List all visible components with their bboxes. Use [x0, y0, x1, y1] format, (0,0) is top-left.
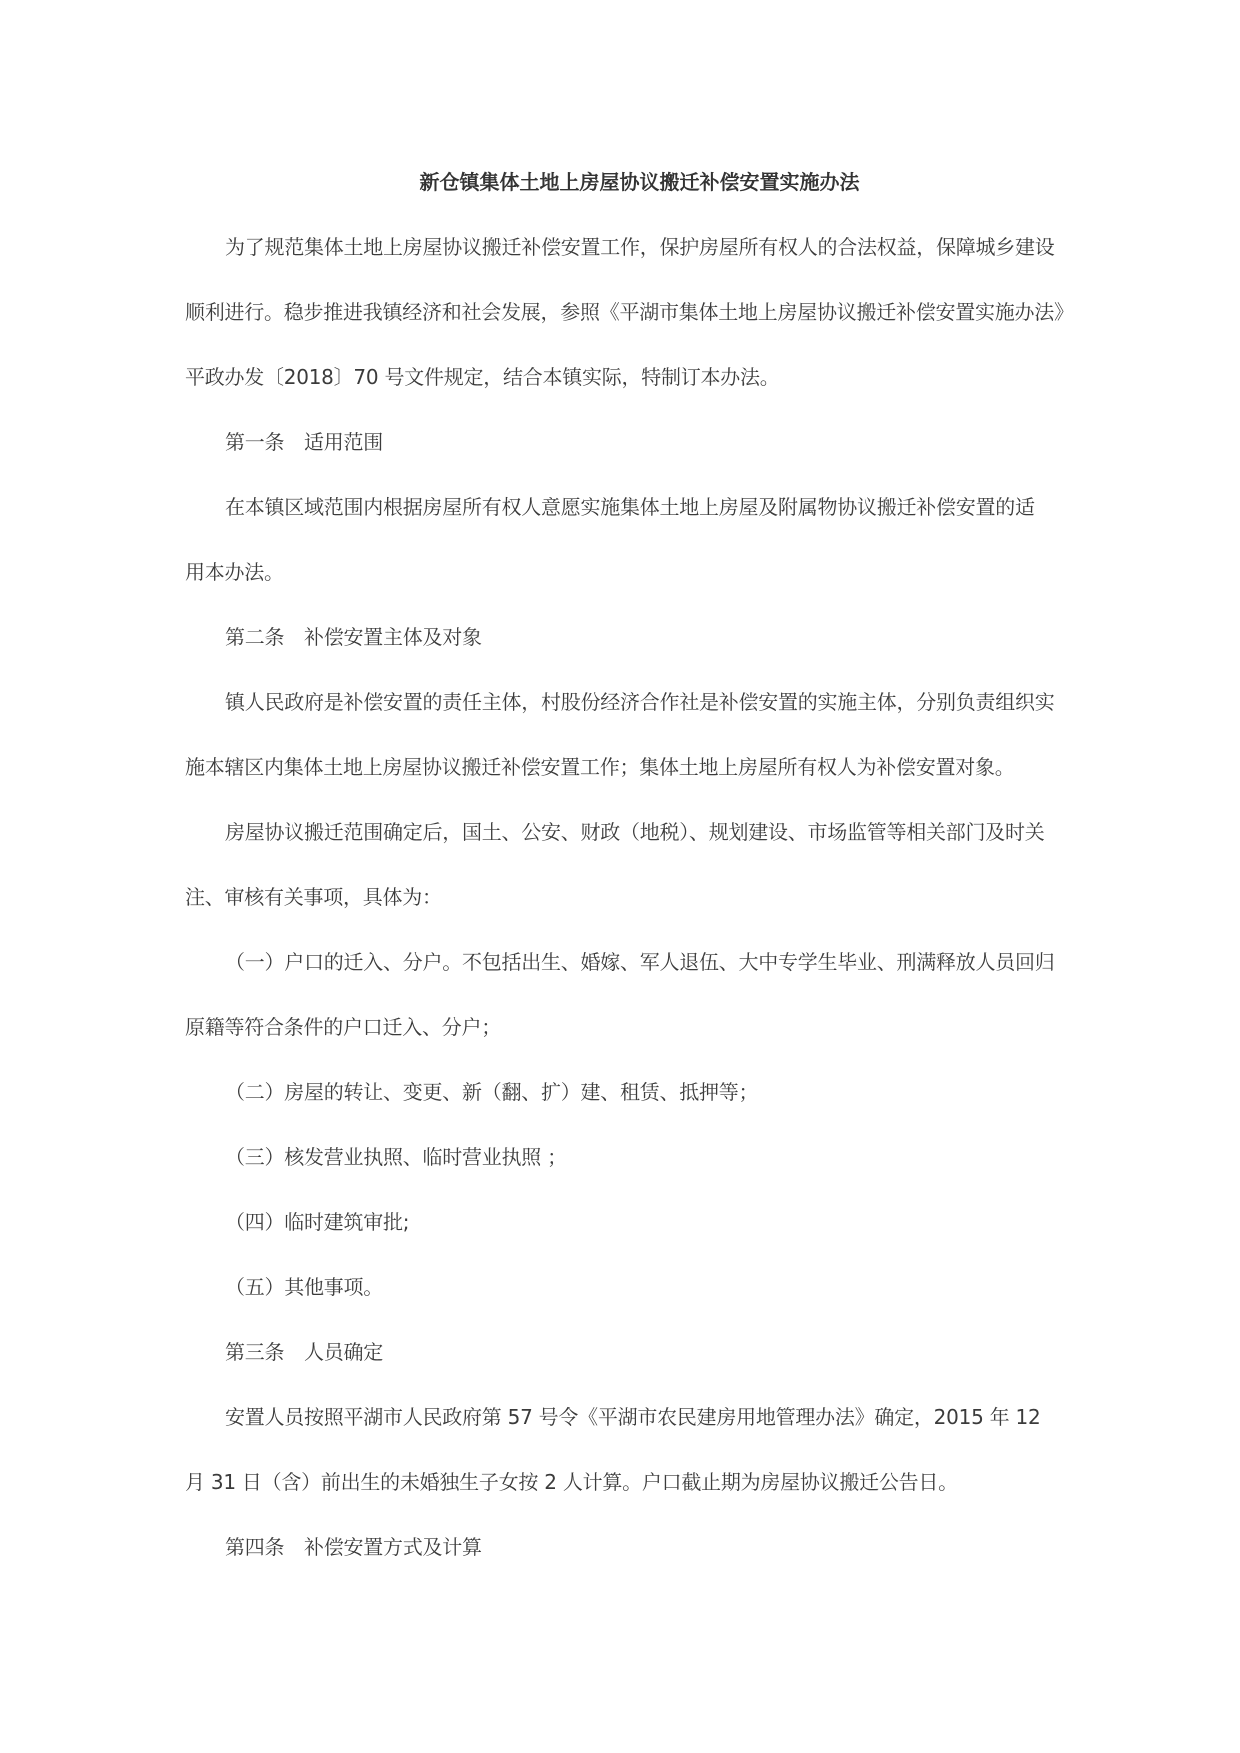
text-line: 注、审核有关事项，具体为：	[185, 885, 442, 909]
text-line: 镇人民政府是补偿安置的责任主体，村股份经济合作社是补偿安置的实施主体，分别负责组织实	[225, 690, 1055, 714]
document-title: 新仓镇集体土地上房屋协议搬迁补偿安置实施办法	[419, 170, 860, 194]
text-line: 第三条 人员确定	[225, 1340, 383, 1364]
text-line: 第二条 补偿安置主体及对象	[225, 625, 482, 649]
text-line: （五）其他事项。	[225, 1275, 383, 1299]
section-heading	[185, 1320, 1054, 1385]
section-heading	[185, 1515, 1054, 1580]
text-line: 施本辖区内集体土地上房屋协议搬迁补偿安置工作；集体土地上房屋所有权人为补偿安置对象。	[185, 755, 1015, 779]
paragraph	[185, 1060, 1054, 1125]
text-line: （四）临时建筑审批;	[225, 1210, 410, 1234]
text-line: 平政办发〔2018〕70 号文件规定，结合本镇实际，特制订本办法。	[185, 365, 780, 389]
paragraph	[185, 930, 1054, 1060]
paragraph	[185, 1125, 1054, 1190]
paragraph	[185, 1190, 1054, 1255]
text-line: 顺利进行。稳步推进我镇经济和社会发展，参照《平湖市集体土地上房屋协议搬迁补偿安置实施办法》	[185, 300, 1074, 324]
text-line: （三）核发营业执照、临时营业执照 ；	[225, 1145, 567, 1169]
text-line: 第一条 适用范围	[225, 430, 383, 454]
section-heading	[185, 410, 1054, 475]
text-line: 在本镇区域范围内根据房屋所有权人意愿实施集体土地上房屋及附属物协议搬迁补偿安置的适	[225, 495, 1035, 519]
paragraph	[185, 215, 1074, 410]
text-line: 为了规范集体土地上房屋协议搬迁补偿安置工作，保护房屋所有权人的合法权益，保障城乡建设	[225, 235, 1055, 259]
paragraph	[185, 1385, 1054, 1515]
paragraph	[185, 1255, 1054, 1320]
text-line: （二）房屋的转让、变更、新（翻、扩）建、租赁、抵押等；	[225, 1080, 759, 1104]
document-body	[185, 215, 1074, 1580]
paragraph	[185, 670, 1054, 800]
text-line: 原籍等符合条件的户口迁入、分户；	[185, 1015, 501, 1039]
text-line: 房屋协议搬迁范围确定后，国土、公安、财政（地税）、规划建设、市场监管等相关部门及时关	[225, 820, 1045, 844]
text-line: 第四条 补偿安置方式及计算	[225, 1535, 482, 1559]
paragraph	[185, 475, 1054, 605]
paragraph	[185, 800, 1054, 930]
section-heading	[185, 605, 1054, 670]
text-line: 安置人员按照平湖市人民政府第 57 号令《平湖市农民建房用地管理办法》确定，2015 年 12	[225, 1405, 1041, 1429]
text-line: 用本办法。	[185, 560, 284, 584]
text-line: （一）户口的迁入、分户。不包括出生、婚嫁、军人退伍、大中专学生毕业、刑满释放人员回归	[225, 950, 1055, 974]
text-line: 月 31 日（含）前出生的未婚独生子女按 2 人计算。户口截止期为房屋协议搬迁公告日。	[185, 1470, 958, 1494]
